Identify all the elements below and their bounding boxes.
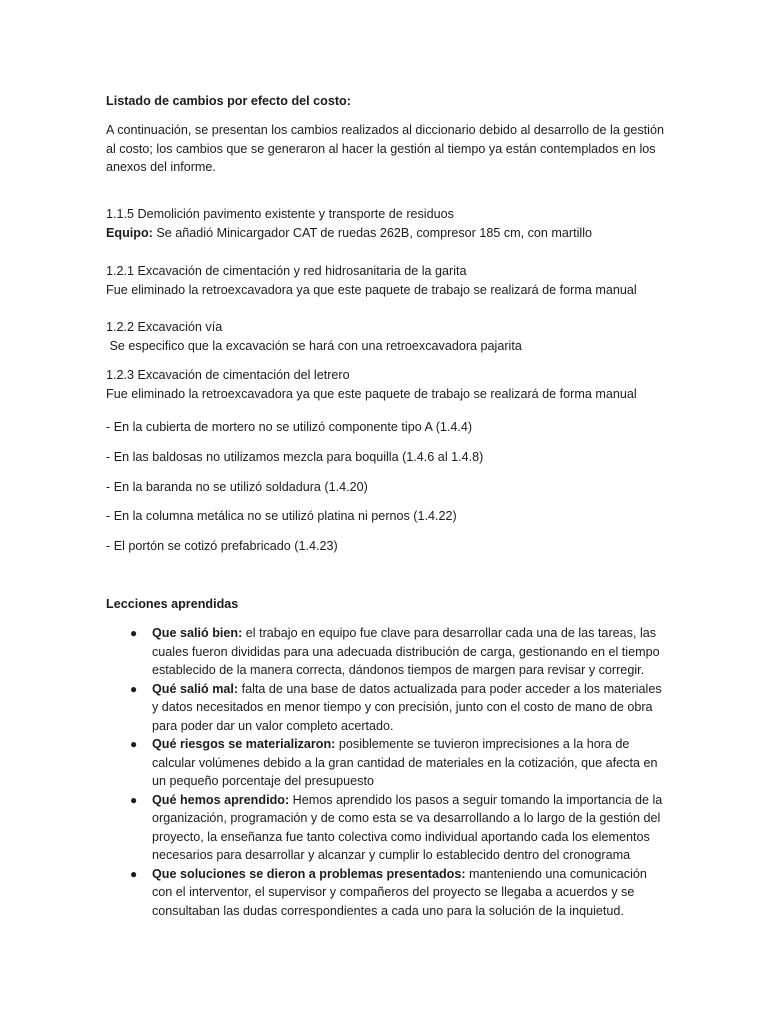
lesson-item bbox=[106, 624, 666, 680]
intro-paragraph: A continuación, se presentan los cambios realizados al diccionario debido al desarrollo de la gestión al costo; los cambios que se generaron al hacer la gestión al tiempo ya están contemplados en los anexos del informe. bbox=[106, 123, 664, 174]
change-text: Se especifico que la excavación se hará con una retroexcavadora pajarita bbox=[106, 338, 522, 353]
change-item bbox=[106, 366, 666, 403]
change-item bbox=[106, 262, 666, 299]
bullet-icon: ● bbox=[130, 792, 138, 807]
lesson-text: el trabajo en equipo fue clave para desarrollar cada una de las tareas, las cuales fueron divididas para una adecuada distribución de carga, gestionando en el tiempo establecido de la manera correcta, dándonos tiempos de margen para revisar y corregir. bbox=[152, 626, 660, 677]
lesson-text: falta de una base de datos actualizada para poder acceder a los materiales y datos necesitados en menor tiempo y con precisión, junto con el costo de mano de obra para poder dar un valor completo acertado. bbox=[152, 681, 662, 733]
change-text: Se añadió Minicargador CAT de ruedas 262B, compresor 185 cm, con martillo bbox=[152, 225, 593, 240]
change-heading: 1.1.5 Demolición pavimento existente y transporte de residuos bbox=[106, 207, 454, 221]
change-text: Fue eliminado la retroexcavadora ya que este paquete de trabajo se realizará de forma manual bbox=[106, 386, 637, 401]
bullet-icon: ● bbox=[130, 737, 138, 751]
change-heading: 1.2.2 Excavación vía bbox=[106, 320, 223, 334]
lessons-list bbox=[106, 624, 666, 920]
change-detail bbox=[106, 224, 666, 243]
lesson-text: manteniendo una comunicación con el interventor, el supervisor y compañeros del proyecto se llegaba a acuerdos y se consultaban las dudas correspondientes a cada uno para la solución de la inquietud. bbox=[152, 866, 647, 918]
bullet-icon: ● bbox=[130, 626, 138, 640]
note-line: - El portón se cotizó prefabricado (1.4.23) bbox=[106, 539, 338, 553]
change-heading: 1.2.3 Excavación de cimentación del letrero bbox=[106, 368, 350, 382]
note-line: - En la cubierta de mortero no se utilizó componente tipo A (1.4.4) bbox=[106, 420, 473, 434]
change-heading: 1.2.1 Excavación de cimentación y red hidrosanitaria de la garita bbox=[106, 264, 467, 278]
bullet-icon: ● bbox=[130, 866, 138, 881]
lesson-item bbox=[106, 680, 666, 736]
lesson-item bbox=[106, 735, 666, 791]
bullet-icon: ● bbox=[130, 681, 138, 696]
lessons-title: Lecciones aprendidas bbox=[106, 597, 239, 611]
lesson-item bbox=[106, 791, 666, 865]
change-item bbox=[106, 318, 666, 355]
lesson-label: Que salió bien: bbox=[152, 626, 243, 640]
lesson-label: Qué salió mal: bbox=[152, 681, 239, 696]
change-label: Equipo: bbox=[106, 225, 153, 240]
note-line: - En la baranda no se utilizó soldadura (1.4.20) bbox=[106, 480, 368, 494]
lesson-text: posiblemente se tuvieron imprecisiones a la hora de calcular volúmenes debido a la gran cantidad de materiales en la cotización, que afecta en un pequeño porcentaje del presupuesto bbox=[152, 737, 658, 788]
lesson-label: Qué hemos aprendido: bbox=[152, 792, 290, 807]
lesson-label: Que soluciones se dieron a problemas presentados: bbox=[152, 866, 466, 881]
note-line: - En la columna metálica no se utilizó platina ni pernos (1.4.22) bbox=[106, 509, 457, 523]
section-title: Listado de cambios por efecto del costo: bbox=[106, 94, 351, 108]
note-line: - En las baldosas no utilizamos mezcla para boquilla (1.4.6 al 1.4.8) bbox=[106, 450, 484, 464]
lesson-label: Qué riesgos se materializaron: bbox=[152, 737, 336, 751]
lesson-item bbox=[106, 865, 666, 921]
change-item bbox=[106, 205, 666, 242]
lesson-text: Hemos aprendido los pasos a seguir tomando la importancia de la organización, programación y de como esta se va desarrollando a lo largo de la gestión del proyecto, la enseñanza fue tanto colectiva como individual aportando cada los elementos necesarios para desarrollar y alcanzar y cumplir lo establecido dentro del cronograma bbox=[152, 792, 663, 862]
change-text: Fue eliminado la retroexcavadora ya que este paquete de trabajo se realizará de forma manual bbox=[106, 282, 637, 297]
